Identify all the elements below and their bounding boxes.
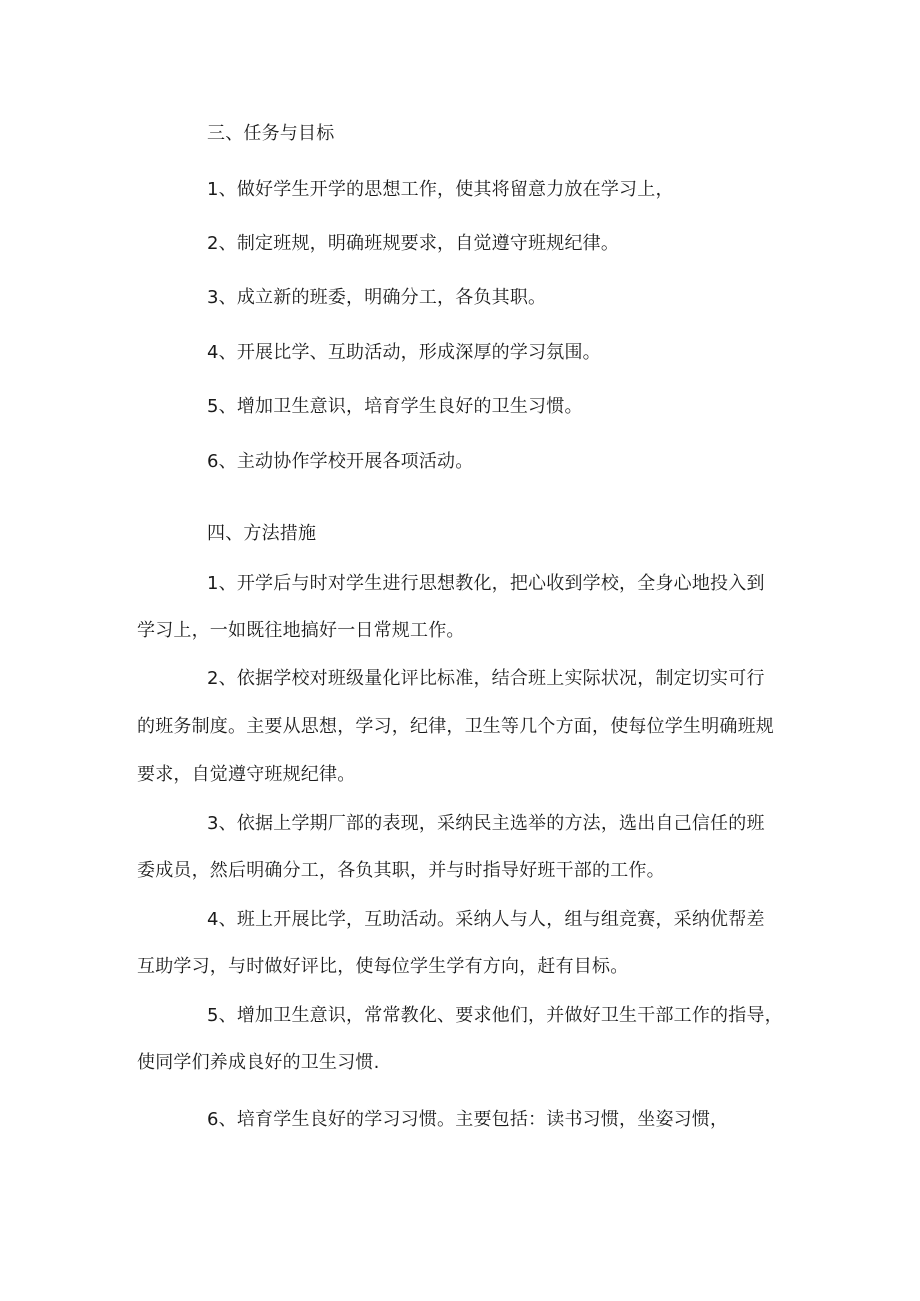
section4-p6-line1: 6、培育学生良好的学习习惯。主要包括：读书习惯，坐姿习惯，: [207, 1109, 729, 1130]
section3-item-3: 3、成立新的班委，明确分工，各负其职。: [207, 287, 547, 308]
section3-heading: 三、任务与目标: [207, 123, 335, 144]
section3-item-1: 1、做好学生开学的思想工作，使其将留意力放在学习上，: [207, 179, 674, 200]
section4-heading: 四、方法措施: [207, 523, 317, 544]
section4-p1-line2: 学习上，一如既往地搞好一日常规工作。: [137, 620, 465, 641]
section4-p2-line2: 的班务制度。主要从思想，学习，纪律，卫生等几个方面，使每位学生明确班规: [137, 716, 774, 737]
section4-p4-line2: 互助学习，与时做好评比，使每位学生学有方向，赶有目标。: [137, 956, 629, 977]
section4-p1-line1: 1、开学后与时对学生进行思想教化，把心收到学校，全身心地投入到: [207, 573, 765, 594]
section4-p5-line2: 使同学们养成良好的卫生习惯.: [137, 1052, 380, 1073]
section4-p3-line2: 委成员，然后明确分工，各负其职，并与时指导好班干部的工作。: [137, 860, 665, 881]
section4-p2-line1: 2、依据学校对班级量化评比标准，结合班上实际状况，制定切实可行: [207, 668, 765, 689]
section3-item-4: 4、开展比学、互助活动，形成深厚的学习氛围。: [207, 342, 601, 363]
section3-item-2: 2、制定班规，明确班规要求，自觉遵守班规纪律。: [207, 233, 620, 254]
section3-item-5: 5、增加卫生意识，培育学生良好的卫生习惯。: [207, 396, 583, 417]
section3-item-6: 6、主动协作学校开展各项活动。: [207, 451, 474, 472]
section4-p4-line1: 4、班上开展比学，互助活动。采纳人与人，组与组竞赛，采纳优帮差: [207, 909, 765, 930]
section4-p5-line1: 5、增加卫生意识，常常教化、要求他们，并做好卫生干部工作的指导，: [207, 1005, 783, 1026]
section4-p3-line1: 3、依据上学期厂部的表现，采纳民主选举的方法，选出自己信任的班: [207, 813, 765, 834]
section4-p2-line3: 要求，自觉遵守班规纪律。: [137, 764, 356, 785]
